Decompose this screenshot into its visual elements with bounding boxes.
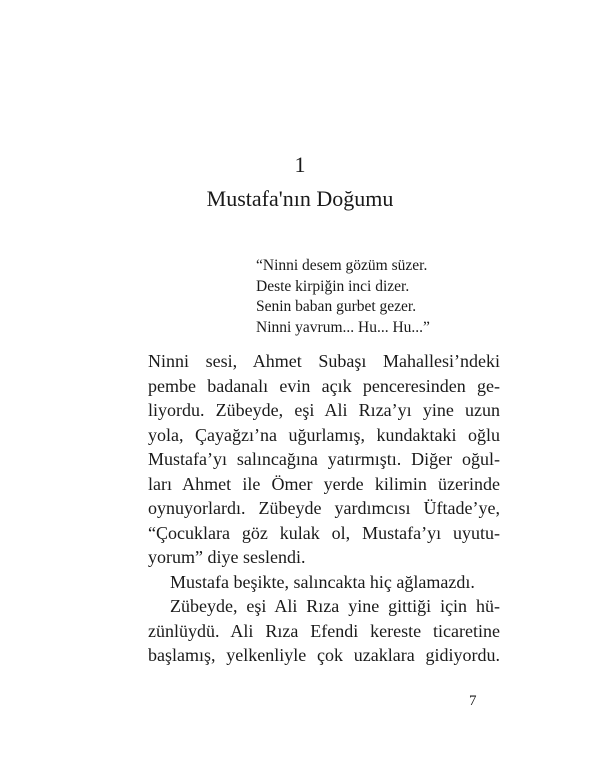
body-line: yorum” diye seslendi.	[148, 547, 306, 567]
body-line: liyordu. Zübeyde, eşi Ali Rıza’yı yine uzun	[148, 400, 500, 420]
page-number: 7	[469, 693, 477, 709]
body-line: başlamış, yelkenliyle çok uzaklara gidiyordu.	[148, 645, 500, 665]
body-line: Zübeyde, eşi Ali Rıza yine gittiği için hü-	[170, 596, 500, 616]
epigraph-poem	[256, 256, 430, 338]
body-line: pembe badanalı evin açık penceresinden ge-	[148, 375, 500, 396]
body-line: oynuyorlardı. Zübeyde yardımcısı Üftade’ye,	[148, 498, 500, 518]
body-line: Mustafa’yı salıncağına yatırmıştı. Diğer oğul-	[148, 449, 500, 469]
body-line: Ninni sesi, Ahmet Subaşı Mahallesi’ndeki	[148, 351, 500, 371]
epigraph-line: Deste kirpiğin inci dizer.	[256, 277, 410, 295]
epigraph-line: “Ninni desem gözüm süzer.	[256, 257, 428, 274]
chapter-number: 1	[294, 152, 306, 177]
epigraph-line: Senin baban gurbet gezer.	[256, 298, 417, 315]
body-line: “Çocuklara göz kulak ol, Mustafa’yı uyutu-	[148, 522, 500, 543]
body-line: ları Ahmet ile Ömer yerde kilimin üzerinde	[148, 473, 500, 494]
body-text	[148, 349, 500, 668]
body-line: zünlüydü. Ali Rıza Efendi kereste ticaretine	[148, 620, 500, 641]
epigraph-line: Ninni yavrum... Hu... Hu...”	[256, 318, 430, 336]
body-line: Mustafa beşikte, salıncakta hiç ağlamazdı.	[170, 571, 475, 592]
chapter-title: Mustafa'nın Doğumu	[206, 186, 394, 211]
body-line: yola, Çayağzı’na uğurlamış, kundaktaki oğlu	[148, 424, 500, 445]
